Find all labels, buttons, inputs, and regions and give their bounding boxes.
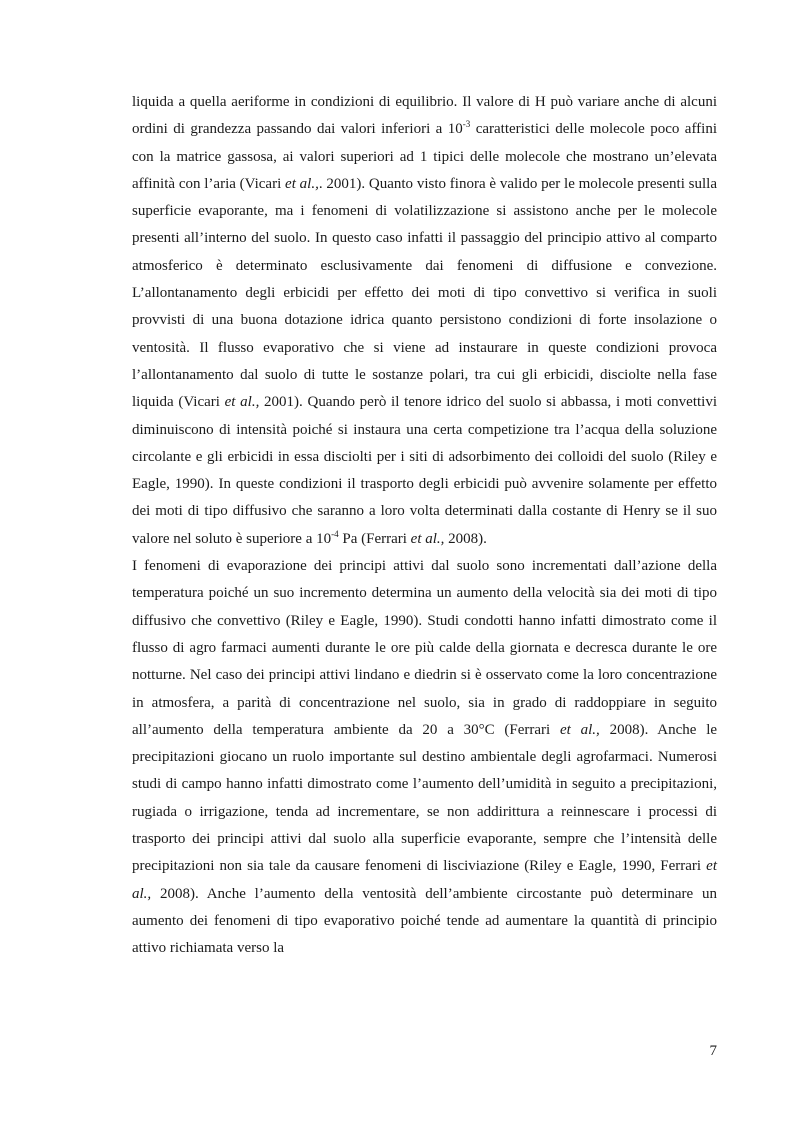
text-run: caratteristici delle molecole poco affini con la matrice gassosa, ai valori superiori ad 1 tipici delle molecole che mostrano un’elevata affinità con l’aria (Vicari (132, 121, 717, 192)
citation-italic: et al., (560, 721, 600, 738)
citation-italic: et al., (224, 394, 260, 411)
page-number: 7 (709, 1043, 717, 1059)
paragraph (132, 553, 717, 962)
text-run: Pa (Ferrari (338, 530, 411, 547)
text-run: liquida a quella aeriforme in condizioni di equilibrio. Il valore di H può variare anche di alcuni ordini di grandezza passando dai valori inferiori a 10 (132, 94, 717, 138)
text-run: 2001). Quando però il tenore idrico del suolo si abbassa, i moti convettivi diminuiscono di intensità poiché si instaura una certa competizione tra l’acqua della soluzione circolante e gli erbicidi in essa disciolti per i siti di adsorbimento dei colloidi del suolo (Riley e Eagle, 1990). In queste condizioni il trasporto degli erbicidi può avvenire solamente per effetto dei moti di tipo diffusivo che saranno a loro volta determinati dalla costante di Henry se il suo valore nel soluto è superiore a 10 (132, 394, 718, 547)
text-run: 2008). Anche le precipitazioni giocano un ruolo importante sul destino ambientale degli agrofarmaci. Numerosi studi di campo hanno infatti dimostrato come l’aumento dell’umidità in seguito a precipitazioni, rugiada o irrigazione, tenda ad incrementare, se non addirittura a reinnescare i processi di trasporto dei principi attivi dal suolo alla superficie evaporante, sempre che l’intensità delle precipitazioni non sia tale da causare fenomeni di lisciviazione (Riley e Eagle, 1990, Ferrari (132, 721, 718, 875)
citation-italic: et al., (410, 530, 445, 547)
superscript-exponent: -3 (462, 119, 471, 130)
superscript-exponent: -4 (331, 528, 339, 539)
citation-italic: et al., (285, 175, 319, 192)
text-run: I fenomeni di evaporazione dei principi attivi dal suolo sono incrementati dall’azione della temperatura poiché un suo incremento determina un aumento della velocità sia dei moti di tipo diffusivo che convettivo (Riley e Eagle, 1990). Studi condotti hanno infatti dimostrato come il flusso di agro farmaci aumenti durante le ore più calde della giornata e decresca durante le ore notturne. Nel caso dei principi attivi lindano e diedrin si è osservato come la loro concentrazione in atmosfera, a parità di concentrazione nel suolo, sia in grado di raddoppiare in seguito all’aumento della temperatura ambiente da 20 a 30°C (Ferrari (132, 558, 717, 738)
citation-italic: et al., (132, 858, 717, 902)
body-text (132, 89, 717, 963)
text-run: . 2001). Quanto visto finora è valido per le molecole presenti sulla superficie evaporante, ma i fenomeni di volatilizzazione si assistono anche per le molecole presenti all’interno del suolo. In questo caso infatti il passaggio del principio attivo al comparto atmosferico è determinato esclusivamente dai fenomeni di diffusione e convezione. L’allontanamento degli erbicidi per effetto dei moti di tipo convettivo si verifica in suoli provvisti di una buona dotazione idrica quanto persistono condizioni di forte insolazione o ventosità. Il flusso evaporativo che si viene ad instaurare in queste condizioni provoca l’allontanamento dal suolo di tutte le sostanze polari, tra cui gli erbicidi, disciolte nella fase liquida (Vicari (132, 175, 717, 411)
text-run: 2008). Anche l’aumento della ventosità dell’ambiente circostante può determinare un aumento dei fenomeni di tipo evaporativo poiché tende ad aumentare la quantità di principio attivo richiamata verso la (132, 885, 717, 957)
paragraph (132, 89, 717, 553)
text-run: 2008). (444, 530, 487, 547)
